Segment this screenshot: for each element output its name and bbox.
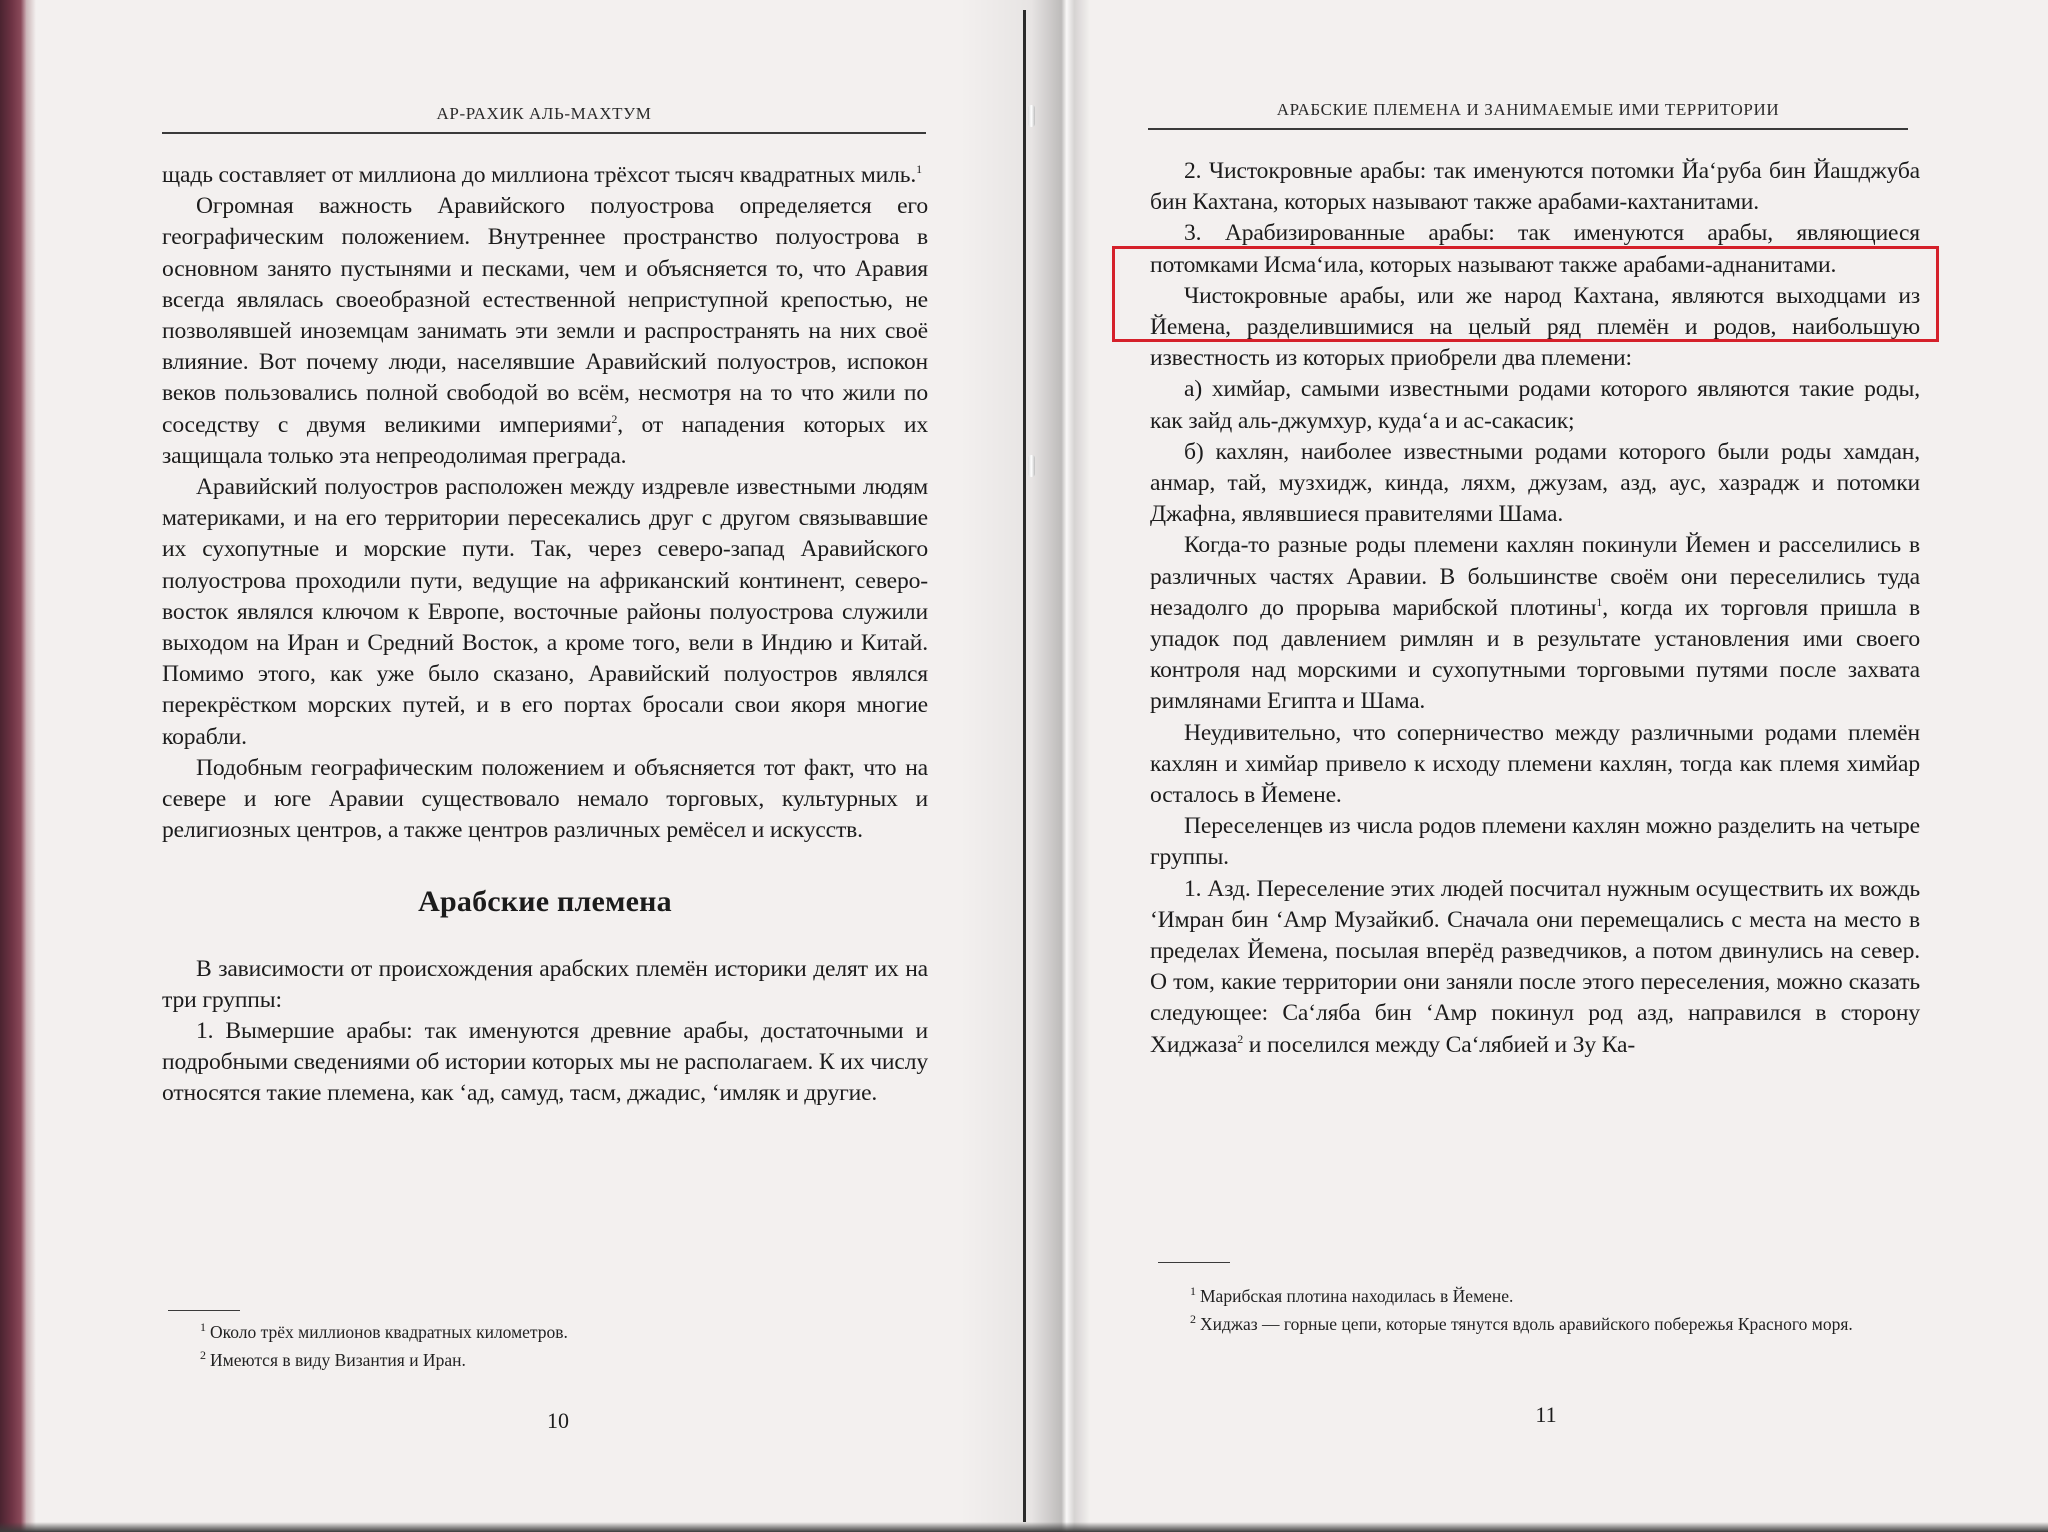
paragraph: 1. Вымершие арабы: так именуются древние арабы, достаточными и подробными сведениями об истории которых мы не располагаем. К их числу относятся такие племена, как ‘ад, самуд, тасм, джадис, ‘имляк и другие. — [162, 1018, 928, 1107]
footnote-ref: 1 — [916, 162, 922, 177]
paragraph: Подобным географическим положением и объясняется тот факт, что на севере и юге Аравии существовало немало торговых, культурных и религиозных центров, а также центров различных ремёсел и искусств. — [162, 754, 928, 844]
footnotes — [1158, 1282, 1928, 1338]
paragraph: Чистокровные арабы, или же народ Кахтана, являются выходцами из Йемена, разделившимися на целый ряд племён и родов, наибольшую известность из которых приобрели два племени: — [1150, 282, 1920, 372]
header-rule — [162, 132, 926, 134]
paragraph: В зависимости от происхождения арабских племён историки делят их на три группы: — [162, 955, 928, 1013]
footnotes — [168, 1318, 928, 1374]
footnote-ref: 1 — [1596, 594, 1603, 609]
footnote-rule — [168, 1310, 240, 1311]
footnote-rule — [1158, 1262, 1230, 1263]
paragraph: щадь составляет от миллиона до миллиона трёхсот тысяч квадратных миль.$^1$ — [162, 162, 922, 188]
footnote-ref: 2 — [1237, 1031, 1244, 1046]
footnote: $^1$ Около трёх миллионов квадратных километров. — [200, 1320, 568, 1342]
paragraph: а) химйар, самыми известными родами которого являются такие роды, как зайд аль-джумхур, куда‘а и ас-сакасик; — [1150, 376, 1920, 434]
footnote-ref: 2 — [611, 411, 618, 426]
paragraph: Огромная важность Аравийского полуострова определяется его географическим положением. Внутреннее пространство полуострова в основном занято пустынями и песками, чем и объясняется то, что Аравия всегда являлась своеобразной естественной неприступной крепостью, не позволявшей иноземцам занимать эти земли и распространять на них своё влияние. Вот почему люди, населявшие Аравийский полуостров, испокон веков пользовались полной свободой во всём, несмотря на то что жили по соседству с двумя великими империями$^2$, от нападения которых их защищала только эта непреодолимая преграда. — [162, 193, 928, 469]
section-title: Арабские племена — [418, 885, 672, 919]
footnote: $^2$ Хиджаз — горные цепи, которые тянутся вдоль аравийского побережья Красного моря. — [1190, 1312, 1853, 1334]
paragraph: Когда-то разные роды племени кахлян покинули Йемен и расселились в различных частях Аравии. В большинстве своём они переселились туда незадолго до прорыва марибской плотины$^1$, когда их торговля пришла в упадок под давлением римлян и в результате установления ими своего контроля над морскими и сухопутными торговыми путями после захвата римлянами Египта и Шама. — [1150, 532, 1920, 715]
paragraph: Переселенцев из числа родов племени кахлян можно разделить на четыре группы. — [1150, 813, 1920, 871]
page-number: 10 — [547, 1408, 569, 1433]
page-number: 11 — [1535, 1402, 1557, 1427]
running-head: АРАБСКИЕ ПЛЕМЕНА И ЗАНИМАЕМЫЕ ИМИ ТЕРРИТОРИИ — [1276, 100, 1780, 119]
binding-staple — [1028, 105, 1035, 127]
paragraph: б) кахлян, наиболее известными родами которого были роды хамдан, анмар, тай, музхидж, кинда, ляхм, джузам, азд, аус, хазрадж и потомки Джафна, являвшиеся правителями Шама. — [1150, 438, 1920, 528]
body-text — [162, 160, 928, 1110]
gutter-fold — [1023, 10, 1026, 1522]
highlighted-paragraph: 3. Арабизированные арабы: так именуются арабы, являющиеся потомками Исма‘ила, которых называют также арабами-аднанитами. — [1150, 220, 1920, 278]
left-page — [0, 0, 1010, 1532]
red-highlight-box — [1112, 246, 1939, 342]
paragraph: Аравийский полуостров расположен между издревле известными людям материками, и на его территории пересекались друг с другом связывавшие их сухопутные и морские пути. Так, через северо-запад Аравийского полуострова проходили пути, ведущие на африканский континент, северо-восток являлся ключом к Европе, восточные районы полуострова служили выходом на Иран и Средний Восток, а кроме того, вели в Индию и Китай. Помимо этого, как уже было сказано, Аравийский полуостров являлся перекрёстком морских путей, и в его портах бросали свои якоря многие корабли. — [162, 474, 928, 750]
paragraph: 1. Азд. Переселение этих людей посчитал нужным осуществить их вождь ‘Имран бин ‘Амр Музайкиб. Сначала они перемещались с места на место в пределах Йемена, посылая вперёд разведчиков, а потом двинулись на север. О том, какие территории они заняли после этого переселения, можно сказать следующее: Са‘ляба бин ‘Амр покинул род азд, направился в сторону Хиджаза$^2$ и поселился между Са‘лябией и Зу Ка- — [1150, 875, 1920, 1058]
header-rule — [1148, 128, 1908, 130]
paragraph: Неудивительно, что соперничество между различными родами племён кахлян и химйар привело к исходу племени кахлян, тогда как племя химйар осталось в Йемене. — [1150, 719, 1920, 809]
right-page — [1050, 0, 2048, 1532]
binding-staple — [1028, 455, 1035, 477]
footnote: $^2$ Имеются в виду Византия и Иран. — [200, 1348, 466, 1370]
footnote: $^1$ Марибская плотина находилась в Йемене. — [1190, 1284, 1514, 1306]
paragraph: 2. Чистокровные арабы: так именуются потомки Йа‘руба бин Йашджуба бин Кахтана, которых называют также арабами-кахтанитами. — [1150, 158, 1920, 216]
running-head: АР-РАХИК АЛЬ-МАХТУМ — [436, 104, 652, 123]
